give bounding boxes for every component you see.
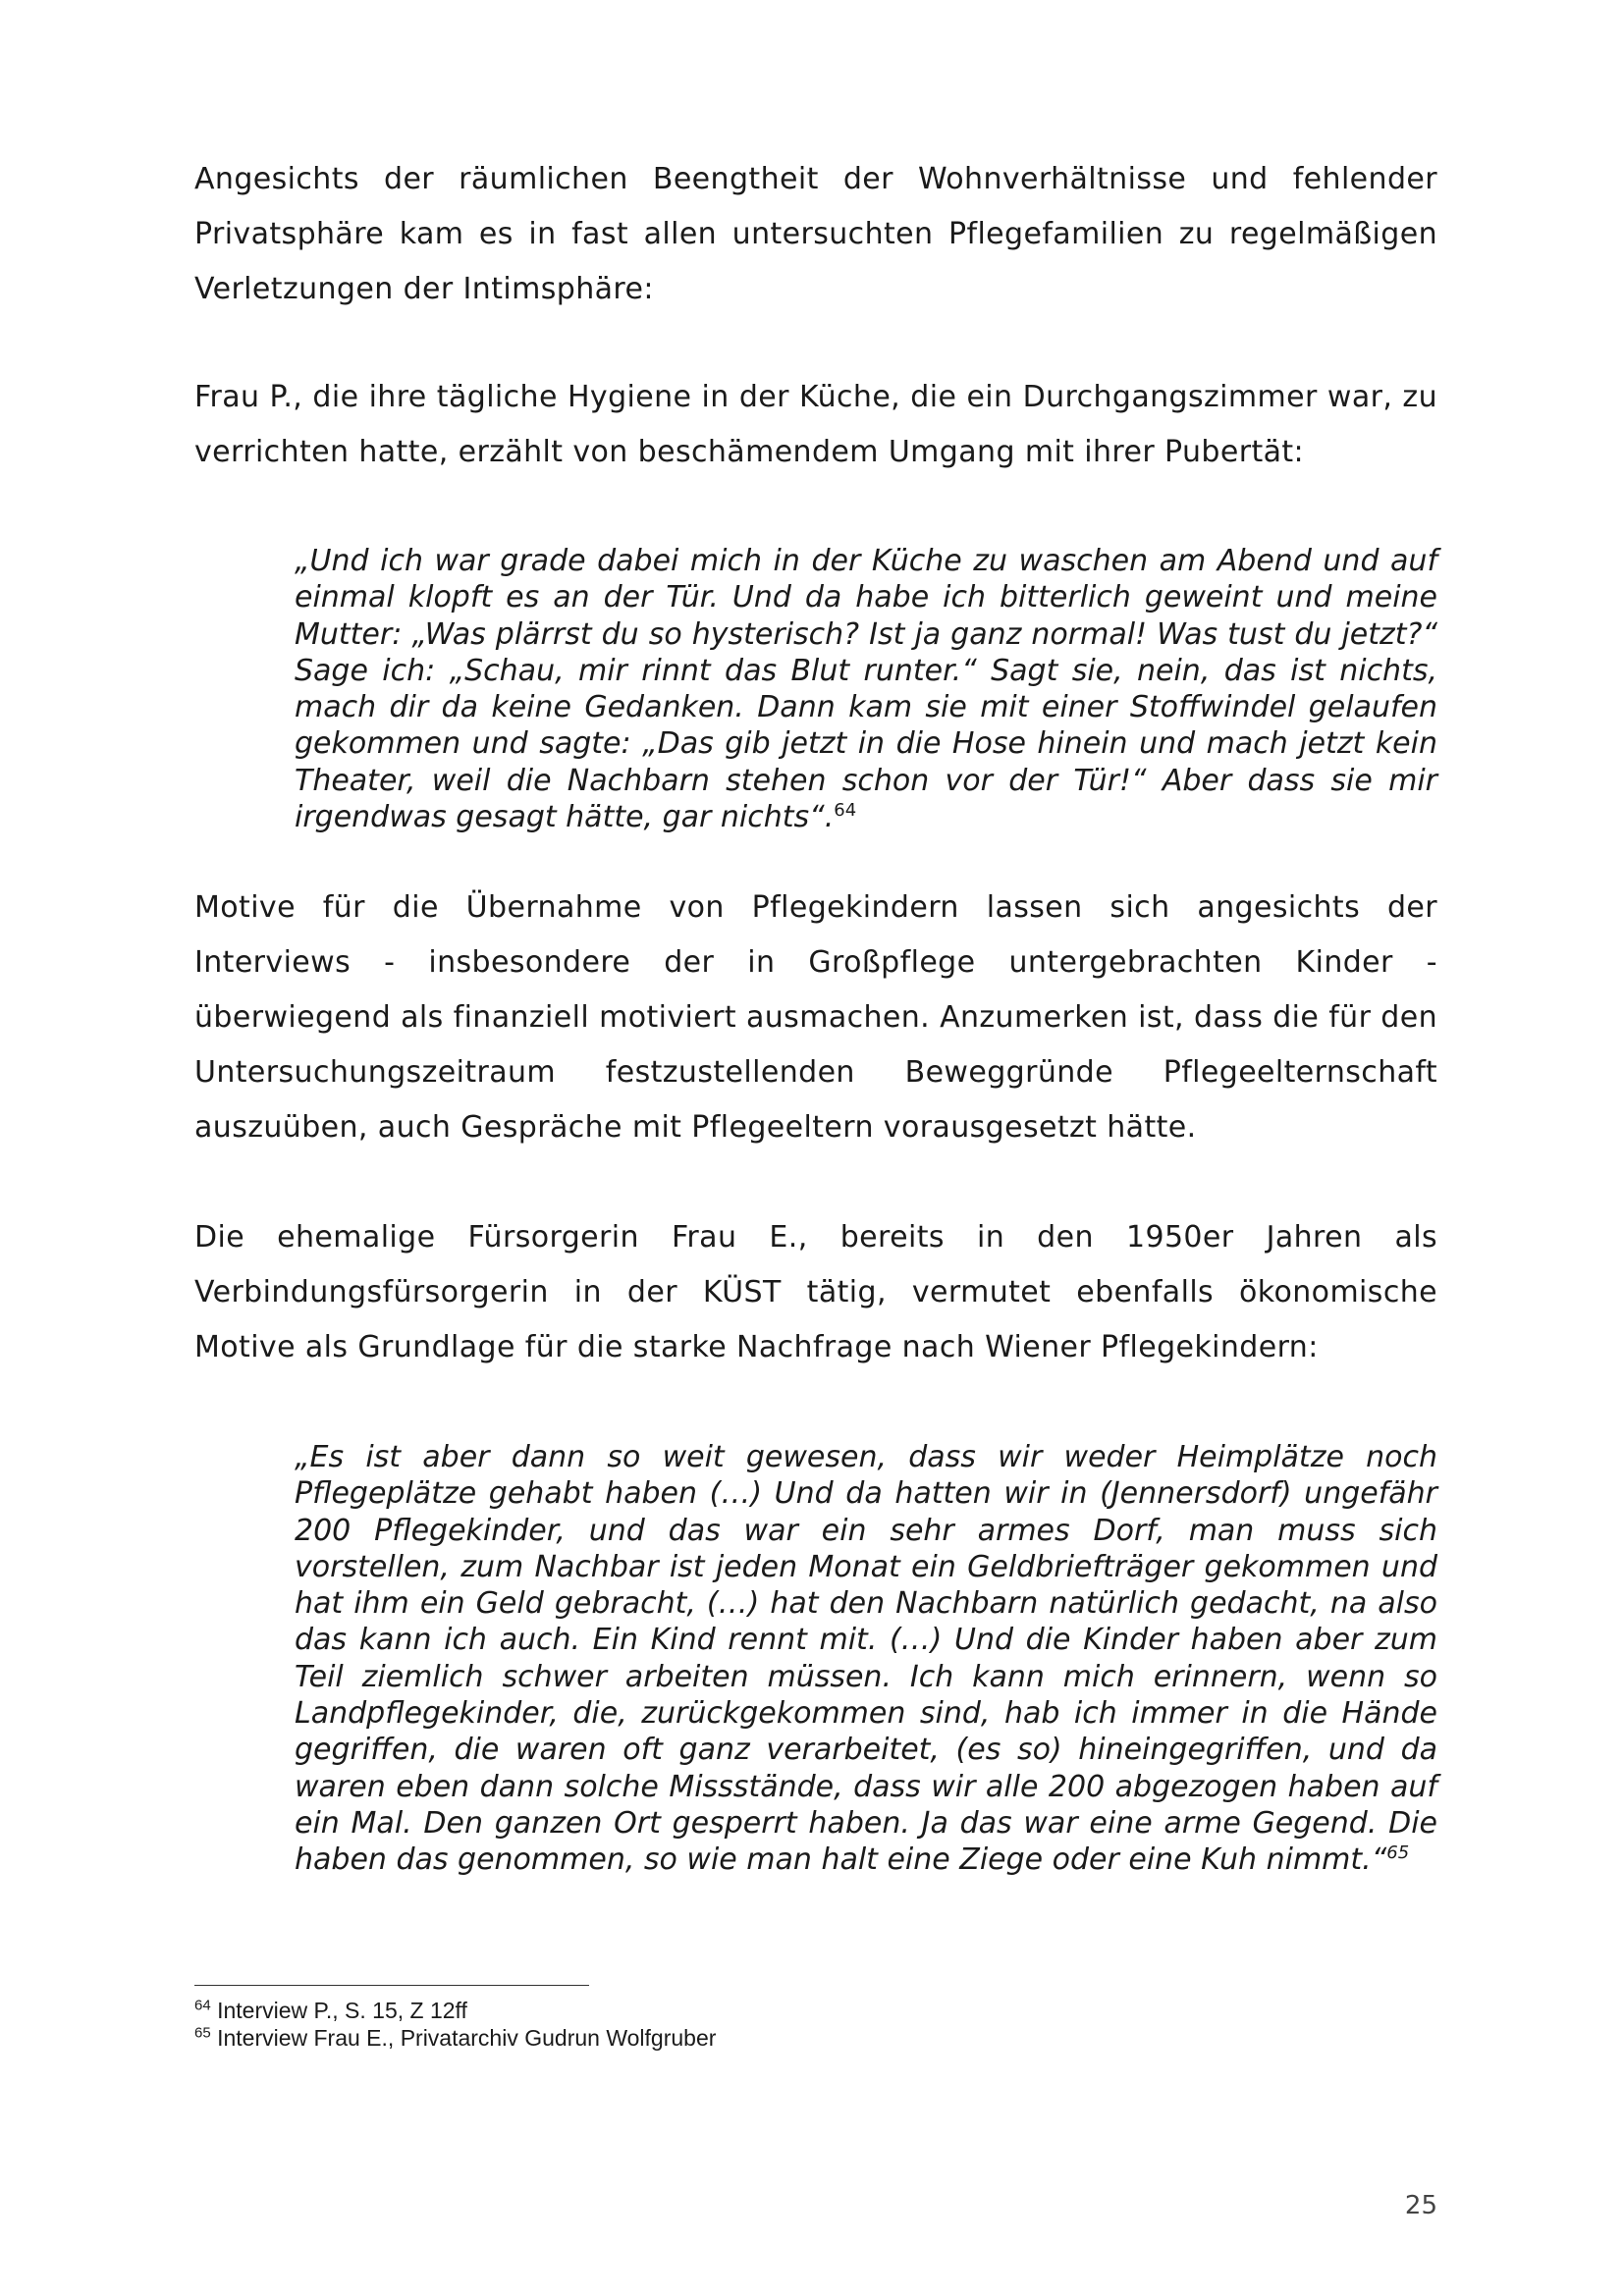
footnote-65-number: 65 (194, 2024, 211, 2042)
paragraph-frau-e: Die ehemalige Fürsorgerin Frau E., bereits in den 1950er Jahren als Verbindungsfürsorgerin in der KÜST tätig, vermutet ebenfalls ökonomische Motive als Grundlage für die starke Nachfrage nach Wiener Pflegekindern: (194, 1220, 1437, 1364)
quote-frau-e (295, 1439, 1437, 1879)
quote-frau-p-text: „Und ich war grade dabei mich in der Küche zu waschen am Abend und auf einmal klopft es an der Tür. Und da habe ich bitterlich geweint und meine Mutter: „Was plärrst du so hysterisch? Ist ja ganz normal! Was tust du jetzt?“ Sage ich: „Schau, mir rinnt das Blut runter.“ Sagt sie, nein, das ist nichts, mach dir da keine Gedanken. Dann kam sie mit einer Stoffwindel gelaufen gekommen und sagte: „Das gib jetzt in die Hose hinein und mach jetzt kein Theater, weil die Nachbarn stehen schon vor der Tür!“ Aber dass sie mir irgendwas gesagt hätte, gar nichts“. (295, 544, 1437, 835)
footnote-65-text: Interview Frau E., Privatarchiv Gudrun Wolfgruber (217, 2025, 717, 2051)
page-number: 25 (1404, 2191, 1437, 2220)
footnote-64-text: Interview P., S. 15, Z 12ff (217, 1998, 467, 2023)
quote-frau-e-text: „Es ist aber dann so weit gewesen, dass wir weder Heimplätze noch Pflegeplätze gehabt haben (…) Und da hatten wir in (Jennersdorf) ungefähr 200 Pflegekinder, und das war ein sehr armes Dorf, man muss sich vorstellen, zum Nachbar ist jeden Monat ein Geldbriefträger gekommen und hat ihm ein Geld gebracht, (…) hat den Nachbarn natürlich gedacht, na also das kann ich auch. Ein Kind rennt mit. (…) Und die Kinder haben aber zum Teil ziemlich schwer arbeiten müssen. Ich kann mich erinnern, wenn so Landpflegekinder, die, zurückgekommen sind, hab ich immer in die Hände gegriffen, die waren oft ganz verarbeitet, (es so) hineingegriffen, und da waren eben dann solche Missstände, dass wir alle 200 abgezogen haben auf ein Mal. Den ganzen Ort gesperrt haben. Ja das war eine arme Gegend. Die haben das genommen, so wie man halt eine Ziege oder eine Kuh nimmt.“ (295, 1440, 1437, 1878)
footnote-64-number: 64 (194, 1997, 211, 2014)
paragraph-motive: Motive für die Übernahme von Pflegekindern lassen sich angesichts der Interviews - insbesondere der in Großpflege untergebrachten Kinder - überwiegend als finanziell motiviert ausmachen. Anzumerken ist, dass die für den Untersuchungszeitraum festzustellenden Beweggründe Pflegeelternschaft auszuüben, auch Gespräche mit Pflegeeltern vorausgesetzt hätte. (194, 890, 1437, 1145)
footnote-ref-64[interactable]: 64 (834, 800, 857, 822)
footnote-64 (194, 1997, 467, 2024)
paragraph-intimsphaere: Angesichts der räumlichen Beengtheit der Wohnverhältnisse und fehlender Privatsphäre kam es in fast allen untersuchten Pflegefamilien zu regelmäßigen Verletzungen der Intimsphäre: (194, 162, 1437, 306)
footnote-ref-65[interactable]: 65 (1386, 1842, 1410, 1864)
footnote-separator (194, 1985, 589, 1986)
quote-frau-p (295, 543, 1437, 835)
footnote-65 (194, 2024, 716, 2052)
paragraph-frau-p: Frau P., die ihre tägliche Hygiene in der Küche, die ein Durchgangszimmer war, zu verrichten hatte, erzählt von beschämendem Umgang mit ihrer Pubertät: (194, 380, 1437, 469)
